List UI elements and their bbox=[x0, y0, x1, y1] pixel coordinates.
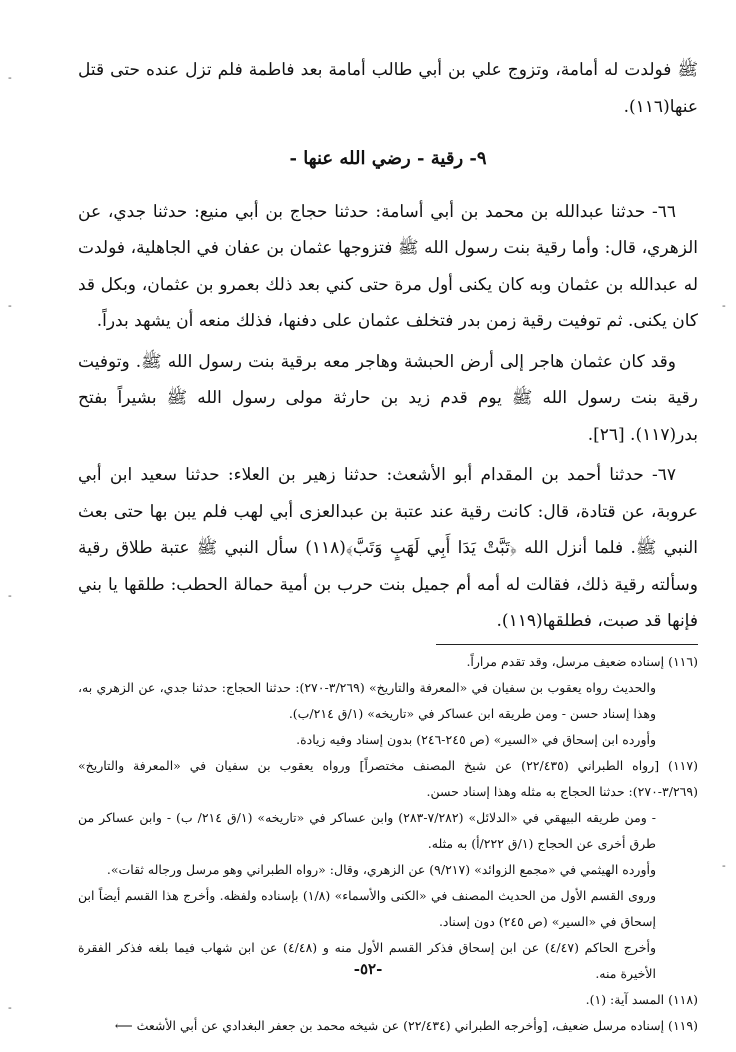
footnote-line: وأورده الهيثمي في «مجمع الزوائد» (٩/٢١٧) عن الزهري، وقال: «رواه الطبراني وهو مرسل ورجاله ثقات». bbox=[106, 861, 656, 877]
margin-mark: - bbox=[8, 589, 12, 602]
footnote-line: (١١٩) إسناده مرسل ضعيف، [وأخرجه الطبراني (٢٢/٤٣٤) عن شيخه محمد بن جعفر البغدادي عن أبي الأشعث ⟵ bbox=[114, 1017, 698, 1033]
page-number: -٥٢- bbox=[353, 960, 383, 978]
footnote-line: (١١٨) المسد آية: (١). bbox=[585, 991, 698, 1007]
hijra-paragraph: وقد كان عثمان هاجر إلى أرض الحبشة وهاجر معه برقية بنت رسول الله ﷺ. وتوفيت رقية بنت رسول الله ﷺ يوم قدم زيد بن حارثة مولى رسول الله ﷺ بشيراً بفتح بدر(١١٧). [٢٦]. bbox=[78, 351, 698, 445]
footnote-line: وروى القسم الأول من الحديث المصنف في «الكنى والأسماء» (١/٨) بإسناده ولفظه. وأخرج هذا القسم أيضاً ابن إسحاق في «السير» (ص ٢٤٥) دون إسناد. bbox=[78, 887, 656, 929]
margin-mark: - bbox=[8, 71, 12, 84]
footnote-line: وأخرج الحاكم (٤/٤٧) عن ابن إسحاق فذكر القسم الأول منه و (٤/٤٨) عن ابن شهاب فيما بلغه فذكر الفقرة الأخيرة منه. bbox=[78, 939, 656, 981]
margin-mark: - bbox=[8, 299, 12, 312]
section-heading: ٩- رقية - رضي الله عنها - bbox=[289, 148, 487, 169]
intro-paragraph: ﷺ فولدت له أمامة، وتزوج علي بن أبي طالب أمامة بعد فاطمة فلم تزل عنده حتى قتل عنها(١١٦). bbox=[78, 60, 698, 117]
footnote-separator bbox=[436, 644, 698, 645]
footnote-line: والحديث رواه يعقوب بن سفيان في «المعرفة والتاريخ» (٣/٢٦٩-٢٧٠): حدثنا الحجاج: حدثنا جدي، عن الزهري به، وهذا إسناد حسن - ومن طريقه ابن عساكر في «تاريخه» (١/ق ٢١٤/ب). bbox=[78, 679, 656, 721]
hadith-66-paragraph: ٦٦- حدثنا عبدالله بن محمد بن أبي أسامة: حدثنا حجاج بن أبي منيع: حدثنا جدي، عن الزهري، قال: وأما رقية بنت رسول الله ﷺ فتزوجها عثمان بن عفان في الجاهلية، فولدت له عبدالله بن عثمان وبه كان يكنى أول مرة حتى كني بعد ذلك بعمرو بن عثمان، وبكل قد كان يكنى. ثم توفيت رقية زمن بدر فتخلف عثمان على دفنها، فذلك منعه أن يشهد بدراً. bbox=[78, 201, 698, 331]
margin-mark: - bbox=[8, 1001, 12, 1014]
footnotes bbox=[78, 649, 698, 1039]
footnote-line: - ومن طريقه البيهقي في «الدلائل» (٧/٢٨٢-٢٨٣) وابن عساكر في «تاريخه» (١/ق ٢١٤/ ب) - وابن عساكر من طرق أخرى عن الحجاج (١/ق ٢٢٢/أ) به مثله. bbox=[78, 809, 656, 851]
hadith-67-paragraph: ٦٧- حدثنا أحمد بن المقدام أبو الأشعث: حدثنا زهير بن العلاء: حدثنا سعيد ابن أبي عروبة، عن قتادة، قال: كانت رقية عند عتبة بن عبدالعزى أبي لهب فلم يبن بها حتى بعث النبي ﷺ. فلما أنزل الله ﴿تَبَّتْ يَدَا أَبِي لَهَبٍ وَتَبَّ﴾(١١٨) سأل النبي ﷺ عتبة طلاق رقية وسألته رقية ذلك، فقالت له أمه أم جميل بنت حرب بن أمية حمالة الحطب: طلقها يا بني فإنها قد صبت، فطلقها(١١٩). bbox=[78, 465, 698, 631]
footnote-line: (١١٧) [رواه الطبراني (٢٢/٤٣٥) عن شيخ المصنف مختصراً] ورواه يعقوب بن سفيان في «المعرفة والتاريخ» (٣/٢٦٩-٢٧٠): حدثنا الحجاج به مثله وهذا إسناد حسن. bbox=[78, 757, 698, 799]
footnote-line: (١١٦) إسناده ضعيف مرسل، وقد تقدم مراراً. bbox=[466, 653, 698, 669]
footnote-line: وأورده ابن إسحاق في «السير» (ص ٢٤٥-٢٤٦) بدون إسناد وفيه زيادة. bbox=[296, 731, 656, 747]
main-text bbox=[78, 52, 698, 640]
margin-mark: - bbox=[722, 299, 726, 312]
page-body bbox=[78, 52, 698, 1039]
margin-mark: - bbox=[722, 859, 726, 872]
